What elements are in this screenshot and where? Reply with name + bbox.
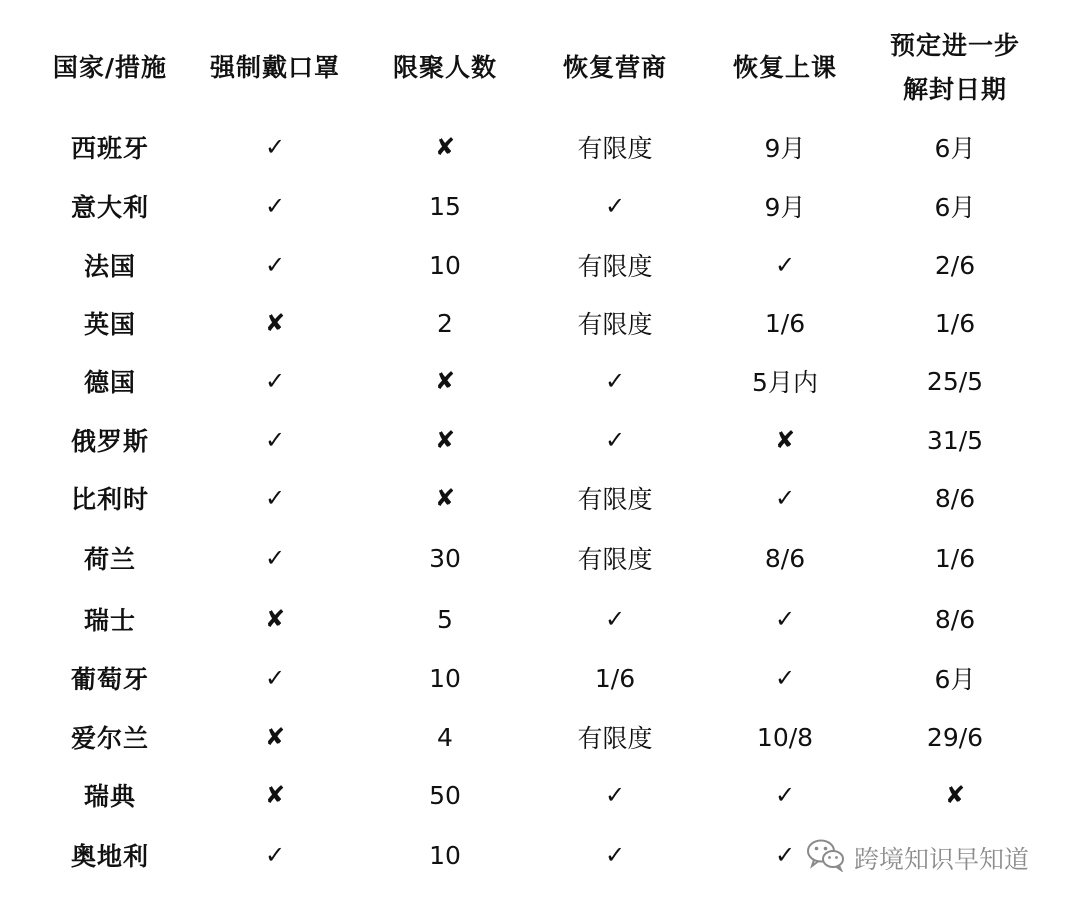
- table-row: [0, 356, 1080, 406]
- table-row: [0, 473, 1080, 523]
- header-gathering-limit: 限聚人数: [392, 53, 497, 82]
- cell-business-reopen: 有限度: [577, 134, 653, 163]
- header-country: 国家/措施: [52, 53, 168, 82]
- cell-country: 意大利: [70, 193, 149, 222]
- cell-country: 法国: [83, 252, 136, 281]
- cell-business-reopen: ✓: [604, 605, 626, 633]
- header-school-reopen: 恢复上课: [732, 53, 837, 82]
- table-row: [0, 298, 1080, 348]
- header-mask: 强制戴口罩: [209, 53, 340, 82]
- cell-business-reopen: ✓: [604, 367, 626, 395]
- cell-next-unlock-date: 1/6: [934, 308, 976, 338]
- cell-mask: ✘: [264, 723, 286, 751]
- cell-school-reopen: ✓: [774, 841, 796, 869]
- cell-next-unlock-date: 2/6: [934, 250, 976, 280]
- cell-mask: ✓: [264, 367, 286, 395]
- cell-school-reopen: 10/8: [756, 722, 814, 752]
- watermark-text: 跨境知识早知道: [854, 845, 1030, 874]
- cell-country: 葡萄牙: [70, 665, 149, 694]
- cell-next-unlock-date: ✘: [944, 781, 966, 809]
- cell-next-unlock-date: 6月: [934, 193, 976, 222]
- cell-mask: ✓: [264, 192, 286, 220]
- cell-gathering-limit: 15: [429, 191, 461, 221]
- watermark: [806, 838, 1029, 878]
- cell-mask: ✘: [264, 309, 286, 337]
- cell-business-reopen: 1/6: [594, 663, 636, 693]
- cell-mask: ✘: [264, 605, 286, 633]
- table-row: [0, 415, 1080, 465]
- cell-next-unlock-date: 6月: [934, 665, 976, 694]
- cell-business-reopen: ✓: [604, 841, 626, 869]
- cell-school-reopen: ✓: [774, 781, 796, 809]
- cell-gathering-limit: ✘: [434, 367, 456, 395]
- cell-mask: ✓: [264, 426, 286, 454]
- cell-country: 俄罗斯: [70, 427, 149, 456]
- cell-mask: ✘: [264, 781, 286, 809]
- cell-gathering-limit: ✘: [434, 133, 456, 161]
- cell-gathering-limit: 50: [429, 780, 461, 810]
- header-next-unlock-date: 预定进一步 解封日期: [889, 31, 1020, 104]
- cell-mask: ✓: [264, 841, 286, 869]
- cell-next-unlock-date: 8/6: [934, 604, 976, 634]
- cell-country: 比利时: [70, 485, 149, 514]
- table-row: [0, 240, 1080, 290]
- cell-country: 德国: [83, 368, 136, 397]
- table-row: [0, 770, 1080, 820]
- cell-gathering-limit: 30: [429, 543, 461, 573]
- cell-next-unlock-date: 31/5: [926, 425, 984, 455]
- cell-school-reopen: ✓: [774, 484, 796, 512]
- cell-school-reopen: ✓: [774, 251, 796, 279]
- table-row: [0, 181, 1080, 231]
- cell-next-unlock-date: 25/5: [926, 366, 984, 396]
- cell-mask: ✓: [264, 133, 286, 161]
- cell-next-unlock-date: 29/6: [926, 722, 984, 752]
- cell-country: 英国: [83, 310, 136, 339]
- cell-gathering-limit: 5: [437, 604, 453, 634]
- table-row: [0, 594, 1080, 644]
- cell-business-reopen: 有限度: [577, 310, 653, 339]
- cell-school-reopen: 9月: [764, 193, 806, 222]
- header-business-reopen: 恢复营商: [562, 53, 667, 82]
- cell-next-unlock-date: 1/6: [934, 543, 976, 573]
- cell-business-reopen: 有限度: [577, 545, 653, 574]
- table-row: [0, 653, 1080, 703]
- cell-gathering-limit: ✘: [434, 484, 456, 512]
- cell-school-reopen: 8/6: [764, 543, 806, 573]
- cell-gathering-limit: 4: [437, 722, 453, 752]
- cell-mask: ✓: [264, 664, 286, 692]
- cell-gathering-limit: ✘: [434, 426, 456, 454]
- cell-mask: ✓: [264, 544, 286, 572]
- table-row: [0, 533, 1080, 583]
- cell-country: 西班牙: [70, 134, 149, 163]
- table-row: [0, 712, 1080, 762]
- cell-next-unlock-date: 6月: [934, 134, 976, 163]
- wechat-icon: [806, 838, 854, 878]
- cell-school-reopen: ✓: [774, 664, 796, 692]
- cell-mask: ✓: [264, 251, 286, 279]
- table-row: [0, 122, 1080, 172]
- cell-business-reopen: 有限度: [577, 252, 653, 281]
- table-header-row: [0, 28, 1080, 108]
- cell-school-reopen: 1/6: [764, 308, 806, 338]
- cell-business-reopen: ✓: [604, 192, 626, 220]
- cell-business-reopen: 有限度: [577, 485, 653, 514]
- cell-gathering-limit: 10: [429, 663, 461, 693]
- cell-country: 奥地利: [70, 842, 149, 871]
- cell-school-reopen: ✓: [774, 605, 796, 633]
- cell-mask: ✓: [264, 484, 286, 512]
- cell-country: 瑞士: [83, 606, 136, 635]
- cell-gathering-limit: 10: [429, 840, 461, 870]
- cell-school-reopen: 9月: [764, 134, 806, 163]
- cell-business-reopen: ✓: [604, 426, 626, 454]
- cell-country: 荷兰: [83, 545, 136, 574]
- cell-business-reopen: ✓: [604, 781, 626, 809]
- cell-business-reopen: 有限度: [577, 724, 653, 753]
- cell-gathering-limit: 10: [429, 250, 461, 280]
- cell-school-reopen: ✘: [774, 426, 796, 454]
- cell-country: 瑞典: [83, 782, 136, 811]
- cell-country: 爱尔兰: [70, 724, 149, 753]
- cell-next-unlock-date: 8/6: [934, 483, 976, 513]
- cell-gathering-limit: 2: [437, 308, 453, 338]
- cell-school-reopen: 5月内: [752, 368, 818, 397]
